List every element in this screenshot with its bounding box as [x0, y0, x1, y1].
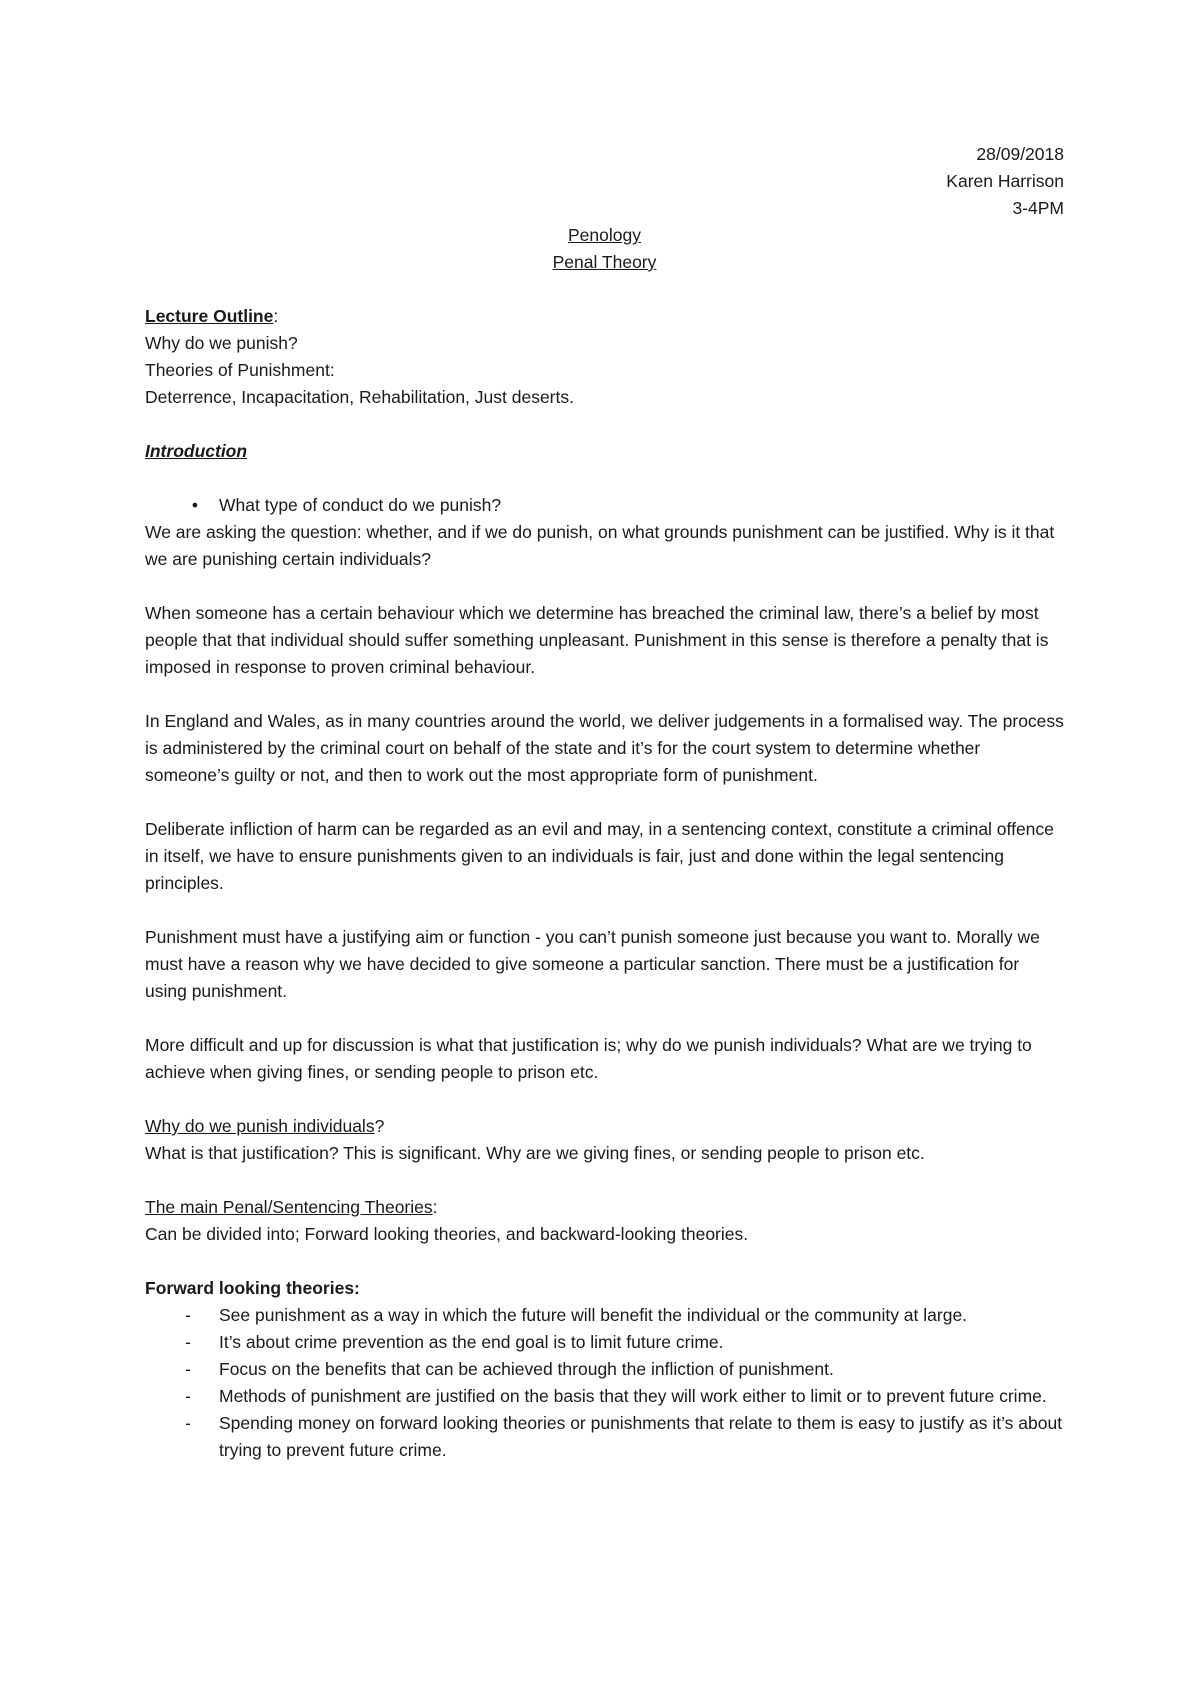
introduction-bullet-list: [145, 492, 1064, 519]
list-item-text: Methods of punishment are justified on the basis that they will work either to limit or to prevent future crime.: [219, 1386, 1047, 1406]
bullet-marker: •: [191, 495, 199, 515]
paragraph: We are asking the question: whether, and if we do punish, on what grounds punishment can be justified. Why is it that we are punishing certain individuals?: [145, 522, 1055, 569]
list-item: [145, 1329, 1064, 1356]
list-item-text: Spending money on forward looking theories or punishments that relate to them is easy to justify as it’s about trying to prevent future crime.: [219, 1413, 1063, 1460]
dash-marker: -: [185, 1359, 191, 1379]
lecture-outline: [145, 303, 1064, 411]
outline-line: Theories of Punishment:: [145, 360, 335, 380]
paragraph: What is that justification? This is significant. Why are we giving fines, or sending people to prison etc.: [145, 1143, 925, 1163]
spacer: [145, 465, 1064, 492]
outline-heading: [145, 303, 1064, 330]
main-theories-heading-suffix: :: [432, 1197, 438, 1217]
why-punish-heading: [145, 1113, 1064, 1140]
spacer: [145, 276, 1064, 303]
spacer: [145, 573, 1064, 600]
paragraph: When someone has a certain behaviour which we determine has breached the criminal law, there’s a belief by most people that that individual should suffer something unpleasant. Punishment in this sense is therefore a penalty that is imposed in response to proven criminal behaviour.: [145, 603, 1049, 677]
outline-heading-suffix: :: [273, 306, 279, 326]
document-titles: [145, 222, 1064, 276]
dash-marker: -: [185, 1413, 191, 1433]
paragraph: Punishment must have a justifying aim or function - you can’t punish someone just because you want to. Morally we must have a reason why we have decided to give someone a particular sanction. There must be a justification for using punishment.: [145, 927, 1040, 1001]
list-item: [145, 1356, 1064, 1383]
dash-marker: -: [185, 1332, 191, 1352]
main-theories-heading: [145, 1194, 1064, 1221]
paragraph: More difficult and up for discussion is what that justification is; why do we punish individuals? What are we trying to achieve when giving fines, or sending people to prison etc.: [145, 1035, 1032, 1082]
list-item: [145, 1410, 1064, 1464]
spacer: [145, 1167, 1064, 1194]
forward-theories-heading: Forward looking theories:: [145, 1278, 360, 1298]
list-item-text: Focus on the benefits that can be achieved through the infliction of punishment.: [219, 1359, 834, 1379]
outline-heading-text: Lecture Outline: [145, 306, 274, 326]
why-punish-heading-text: Why do we punish individuals: [145, 1116, 375, 1136]
document-header: [145, 141, 1064, 222]
list-item-text: It’s about crime prevention as the end goal is to limit future crime.: [219, 1332, 724, 1352]
introduction-heading: Introduction: [145, 441, 248, 461]
outline-line: Why do we punish?: [145, 333, 298, 353]
paragraph: Can be divided into; Forward looking theories, and backward-looking theories.: [145, 1224, 749, 1244]
paragraph: Deliberate infliction of harm can be regarded as an evil and may, in a sentencing context, constitute a criminal offence in itself, we have to ensure punishments given to an individuals is fair, just and done within the legal sentencing principles.: [145, 819, 1054, 893]
spacer: [145, 411, 1064, 438]
spacer: [145, 1248, 1064, 1275]
spacer: [145, 789, 1064, 816]
lecture-title: Penal Theory: [552, 252, 657, 272]
spacer: [145, 1005, 1064, 1032]
introduction-section: [145, 438, 1064, 1086]
list-item: [145, 1383, 1064, 1410]
course-title: Penology: [568, 225, 641, 245]
forward-theories-section: [145, 1275, 1064, 1464]
main-theories-heading-text: The main Penal/Sentencing Theories: [145, 1197, 433, 1217]
dash-marker: -: [185, 1305, 191, 1325]
why-punish-heading-suffix: ?: [374, 1116, 385, 1136]
outline-line: Deterrence, Incapacitation, Rehabilitation, Just deserts.: [145, 387, 574, 407]
bullet-text: What type of conduct do we punish?: [219, 495, 502, 515]
spacer: [145, 897, 1064, 924]
spacer: [145, 1086, 1064, 1113]
list-item: [145, 1302, 1064, 1329]
lecture-time: 3-4PM: [1012, 198, 1064, 218]
dash-marker: -: [185, 1386, 191, 1406]
why-punish-section: [145, 1113, 1064, 1167]
main-theories-section: [145, 1194, 1064, 1248]
lecture-date: 28/09/2018: [976, 144, 1064, 164]
list-item: [145, 492, 1064, 519]
forward-theories-list: [145, 1302, 1064, 1464]
lecturer-name: Karen Harrison: [946, 171, 1064, 191]
spacer: [145, 681, 1064, 708]
list-item-text: See punishment as a way in which the future will benefit the individual or the community at large.: [219, 1305, 968, 1325]
paragraph: In England and Wales, as in many countries around the world, we deliver judgements in a formalised way. The process is administered by the criminal court on behalf of the state and it’s for the court system to determine whether someone’s guilty or not, and then to work out the most appropriate form of punishment.: [145, 711, 1064, 785]
